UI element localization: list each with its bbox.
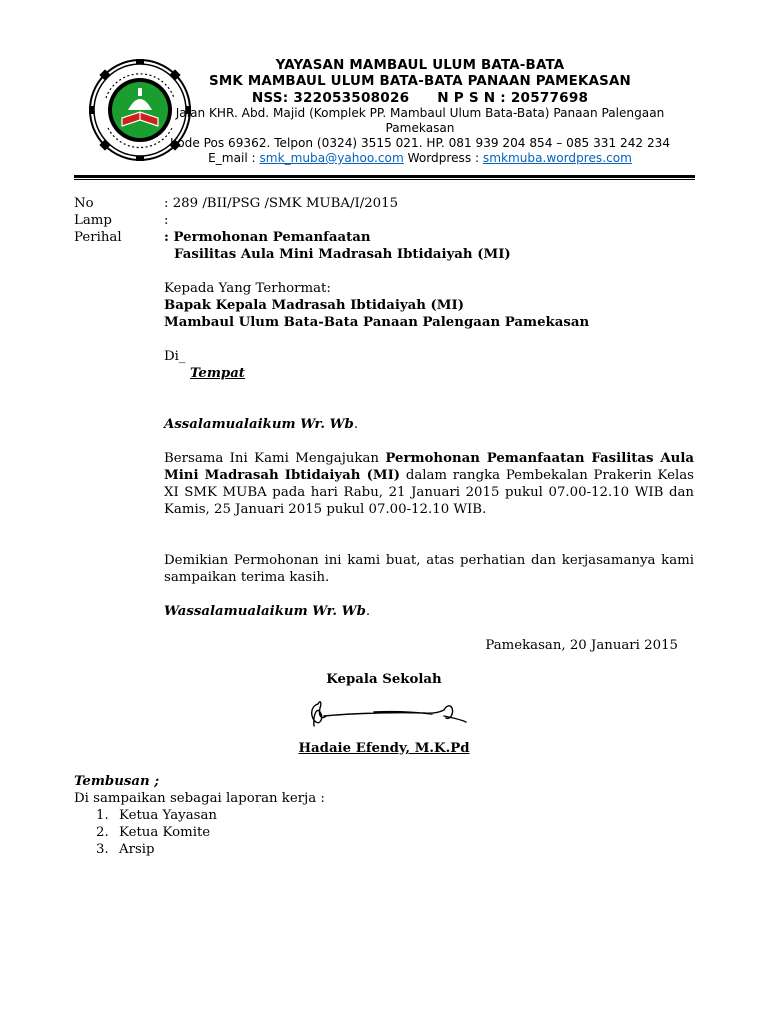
address-line-3: Kode Pos 69362. Telpon (0324) 3515 021. HP. 081 939 204 854 – 085 331 242 234 (169, 136, 671, 150)
perihal-label: Perihal (74, 230, 122, 245)
paragraph-1: Bersama Ini Kami Mengajukan Permohonan Pemanfaatan Fasilitas Aula Mini Madrasah Ibtidaiyah (MI) dalam rangka Pembekalan Prakerin Kelas XI SMK MUBA pada hari Rabu, 21 Januari 2015 pukul 07.00-12.10 WIB dan Kamis, 25 Januari 2015 pukul 07.00-12.10 WIB. (164, 451, 694, 517)
contact-line (140, 151, 700, 166)
wordpress-link[interactable]: smkmuba.wordpres.com (482, 151, 632, 165)
address-line-1: Jalan KHR. Abd. Majid (Komplek PP. Mambaul Ulum Bata-Bata) Panaan Palengaan (175, 106, 665, 120)
recipient-tempat: Tempat (190, 366, 245, 381)
perihal-value-1: : Permohonan Pemanfaatan (164, 230, 371, 245)
salam: Assalamualaikum Wr. Wb. (164, 417, 359, 432)
tembusan-title: Tembusan ; (74, 774, 160, 789)
letterhead (140, 58, 700, 166)
email-link[interactable]: smk_muba@yahoo.com (259, 151, 404, 165)
handwritten-signature (304, 696, 470, 738)
lamp-value: : (164, 213, 169, 228)
nss: NSS: 322053508026 (251, 90, 410, 106)
paragraph-2: Demikian Permohonan ini kami buat, atas perhatian dan kerjasamanya kami sampaikan terima kasih. (164, 553, 694, 585)
tembusan-intro: Di sampaikan sebagai laporan kerja : (74, 791, 325, 806)
no-value: : 289 /BII/PSG /SMK MUBA/I/2015 (164, 196, 399, 211)
npsn: N P S N : 20577698 (437, 90, 589, 106)
recipient-name-1: Bapak Kepala Madrasah Ibtidaiyah (MI) (164, 298, 465, 313)
place-date: Pamekasan, 20 Januari 2015 (485, 638, 678, 653)
signatory-name: Hadaie Efendy, M.K.Pd (298, 741, 470, 756)
foundation-name: YAYASAN MAMBAUL ULUM BATA-BATA (275, 58, 565, 73)
letterhead-divider-thick (74, 175, 695, 178)
school-ids (140, 90, 700, 106)
closing: Wassalamualaikum Wr. Wb. (164, 604, 371, 619)
email-label: E_mail : (208, 151, 256, 165)
address-line-2: Pamekasan (385, 121, 455, 135)
lamp-label: Lamp (74, 213, 112, 228)
school-name: SMK MAMBAUL ULUM BATA-BATA PANAAN PAMEKASAN (209, 74, 631, 89)
recipient-name-2: Mambaul Ulum Bata-Bata Panaan Palengaan Pamekasan (164, 315, 590, 330)
wordpress-label: Wordpress : (407, 151, 480, 165)
tembusan-list (74, 807, 217, 858)
list-item: 3. Arsip (96, 842, 155, 857)
recipient-greeting: Kepada Yang Terhormat: (164, 281, 331, 296)
signatory-title: Kepala Sekolah (326, 672, 442, 687)
list-item: 1. Ketua Yayasan (96, 808, 217, 823)
recipient-di: Di_ (164, 349, 186, 364)
list-item: 2. Ketua Komite (96, 825, 211, 840)
letterhead-divider-thin (74, 179, 695, 180)
perihal-value-2: Fasilitas Aula Mini Madrasah Ibtidaiyah (MI) (174, 247, 511, 262)
no-label: No (74, 196, 94, 211)
